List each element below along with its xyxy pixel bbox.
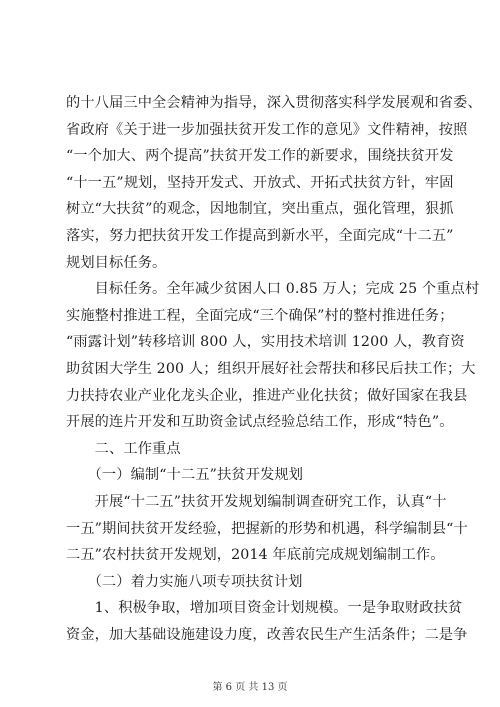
page-indicator: 第 6 页 共 13 页 xyxy=(212,682,288,693)
body-text xyxy=(66,90,482,648)
subsection-heading: （一）编制“十二五”扶贫开发规划 xyxy=(66,467,304,484)
text-line: 助贫困大学生 200 人；组织开展好社会帮扶和移民后扶工作；大 xyxy=(66,360,476,377)
text-line: “一个加大、两个提高”扶贫开发工作的新要求，围绕扶贫开发 xyxy=(66,148,454,165)
text-line: 的十八届三中全会精神为指导，深入贯彻落实科学发展观和省委、 xyxy=(66,95,482,111)
text-line: 1、积极争取，增加项目资金计划规模。一是争取财政扶贫 xyxy=(66,600,463,617)
text-line: 开展“十二五”扶贫开发规划编制调查研究工作，认真“十 xyxy=(66,493,447,510)
text-line: 实施整村推进工程，全面完成“三个确保”村的整村推进任务； xyxy=(66,307,454,324)
text-line: 力扶持农业产业化龙头企业，推进产业化扶贫；做好国家在我县 xyxy=(66,387,468,404)
subsection-heading: （二）着力实施八项专项扶贫计划 xyxy=(66,573,303,590)
text-line: 一五”期间扶贫开发经验，把握新的形势和机遇，科学编制县“十 xyxy=(66,520,468,537)
text-line: “雨露计划”转移培训 800 人，实用技术培训 1200 人，教育资 xyxy=(66,334,465,351)
text-line: “十一五”规划，坚持开发式、开放式、开拓式扶贫方针，牢固 xyxy=(66,174,454,191)
page-footer xyxy=(0,678,500,693)
text-line: 资金，加大基础设施建设力度，改善农民生产生活条件；二是争 xyxy=(66,626,468,643)
text-line: 目标任务。全年减少贫困人口 0.85 万人；完成 25 个重点村 xyxy=(66,281,480,298)
text-line: 落实，努力把扶贫开发工作提高到新水平，全面完成“十二五” xyxy=(66,227,454,244)
text-line: 开展的连片开发和互助资金试点经验总结工作，形成“特色”。 xyxy=(66,414,454,431)
text-line: 规划目标任务。 xyxy=(66,254,167,271)
text-line: 省政府《关于进一步加强扶贫开发工作的意见》文件精神，按照 xyxy=(66,121,468,138)
text-line: 二五”农村扶贫开发规划，2014 年底前完成规划编制工作。 xyxy=(66,547,445,564)
text-line: 树立“大扶贫”的观念，因地制宜，突出重点，强化管理，狠抓 xyxy=(66,201,454,218)
section-heading: 二、工作重点 xyxy=(66,440,181,457)
